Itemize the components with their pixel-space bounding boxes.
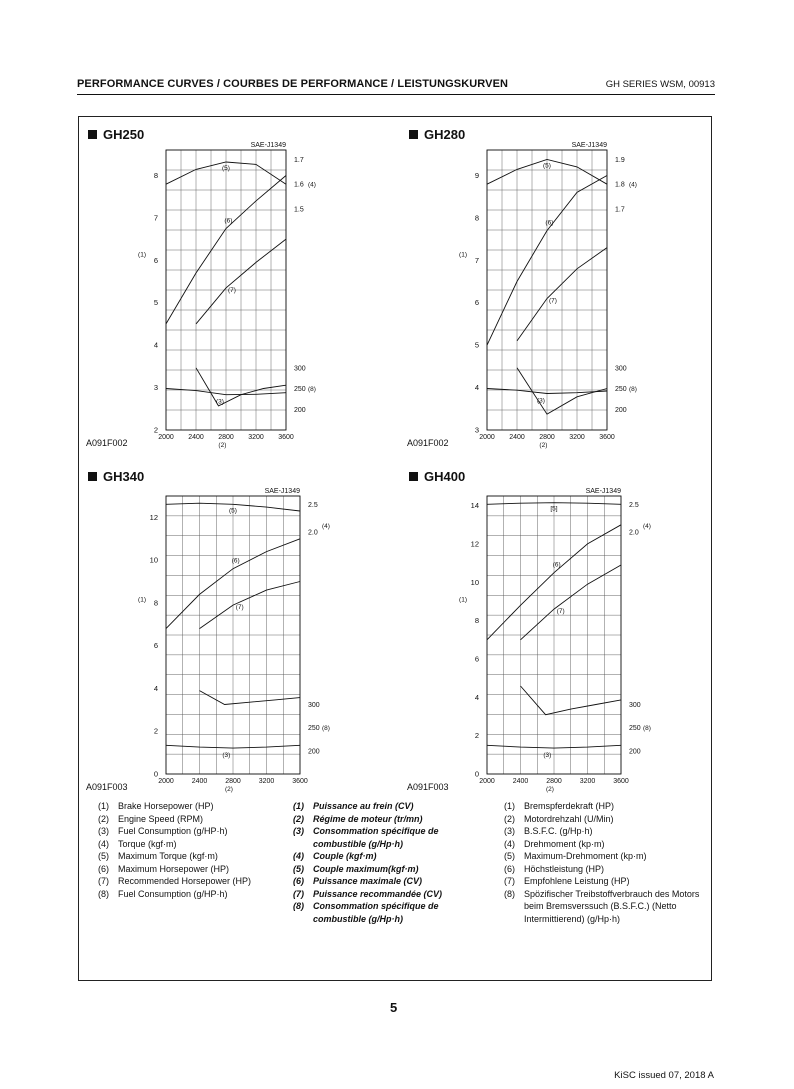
bsfc-axis-tag: (8) bbox=[643, 725, 651, 733]
legend-text: Recommended Horsepower (HP) bbox=[118, 876, 252, 886]
y-tick-label: 0 bbox=[153, 769, 158, 779]
standard-label: SAE-J1349 bbox=[250, 142, 286, 149]
square-bullet-icon bbox=[409, 130, 418, 139]
page-header bbox=[77, 78, 715, 95]
legend-item bbox=[504, 825, 704, 838]
legend-number: (6) bbox=[98, 863, 109, 874]
legend-item bbox=[98, 850, 288, 863]
performance-chart-gh400 bbox=[457, 484, 666, 797]
x-tick-label: 2400 bbox=[188, 434, 204, 441]
legend-text: Maximum Torque (kgf·m) bbox=[118, 851, 218, 861]
square-bullet-icon bbox=[88, 472, 97, 481]
curve-tag-rec-hp: (7) bbox=[549, 297, 557, 305]
x-tick-label: 2000 bbox=[158, 778, 174, 785]
curve-tag-torque: (5) bbox=[222, 164, 230, 172]
legend-text: Consommation spécifique de combustible (g/Hp·h) bbox=[313, 901, 439, 924]
legend-text: Spözifischer Treibstoffverbrauch des Motors beim Bremsverssuch (B.S.F.C.) (Netto Intermittierend) (g/Hp·h) bbox=[524, 888, 700, 924]
x-tick-label: 2000 bbox=[479, 434, 495, 441]
bsfc-tick-label: 250 bbox=[615, 386, 627, 394]
legend-number: (3) bbox=[293, 826, 304, 836]
y-tick-label: 3 bbox=[153, 383, 158, 393]
y-tick-label: 6 bbox=[474, 298, 479, 308]
standard-label: SAE-J1349 bbox=[264, 488, 300, 495]
legend-item bbox=[293, 900, 478, 925]
chart-title-gh400: GH400 bbox=[409, 469, 465, 484]
x-axis-tag: (2) bbox=[225, 786, 233, 793]
legend-number: (1) bbox=[98, 801, 109, 811]
legend-number: (2) bbox=[293, 813, 304, 824]
x-tick-label: 3200 bbox=[569, 434, 585, 441]
bsfc-axis-tag: (8) bbox=[629, 386, 637, 394]
legend-item bbox=[98, 800, 288, 813]
y-tick-label: 5 bbox=[153, 298, 158, 308]
torque-tick-label: 1.8 bbox=[615, 181, 625, 189]
y-tick-label: 8 bbox=[153, 170, 158, 180]
standard-label: SAE-J1349 bbox=[571, 142, 607, 149]
legend-number: (5) bbox=[504, 851, 515, 861]
legend-item bbox=[98, 838, 288, 851]
legend-number: (4) bbox=[504, 838, 515, 849]
page-title: PERFORMANCE CURVES / COURBES DE PERFORMANCE / LEISTUNGSKURVEN bbox=[77, 78, 509, 90]
legend-item bbox=[293, 800, 478, 813]
curve-tag-max-hp: (6) bbox=[552, 561, 561, 569]
legend-text: Torque (kgf·m) bbox=[118, 838, 177, 849]
torque-tick-label: 1.6 bbox=[294, 181, 304, 189]
bsfc-tick-label: 300 bbox=[629, 702, 641, 709]
performance-chart-gh250 bbox=[136, 138, 331, 453]
legend-number: (2) bbox=[504, 813, 515, 824]
manual-series: GH SERIES WSM, 00913 bbox=[605, 79, 715, 90]
performance-chart-gh340 bbox=[136, 484, 345, 797]
x-tick-label: 2800 bbox=[539, 434, 555, 441]
chart-title-gh250: GH250 bbox=[88, 127, 144, 142]
x-tick-label: 3600 bbox=[278, 434, 294, 441]
legend-number: (5) bbox=[98, 851, 109, 861]
y-axis-tag: (1) bbox=[459, 596, 467, 604]
legend-text: Empfohlene Leistung (HP) bbox=[524, 876, 630, 886]
figure-id: A091F002 bbox=[407, 438, 449, 448]
legend-item bbox=[293, 863, 478, 876]
square-bullet-icon bbox=[88, 130, 97, 139]
y-tick-label: 8 bbox=[474, 616, 479, 626]
torque-axis-tag: (4) bbox=[322, 523, 330, 531]
x-tick-label: 3600 bbox=[613, 778, 629, 785]
square-bullet-icon bbox=[409, 472, 418, 481]
torque-tick-label: 2.5 bbox=[308, 501, 318, 509]
legend-item bbox=[504, 863, 704, 876]
legend-text: Engine Speed (RPM) bbox=[118, 813, 204, 824]
legend-german bbox=[504, 800, 704, 925]
legend-number: (7) bbox=[504, 876, 515, 886]
legend-text: Höchstleistung (HP) bbox=[524, 863, 605, 874]
legend-text: Maximum Horsepower (HP) bbox=[118, 863, 230, 874]
torque-axis-tag: (4) bbox=[629, 181, 637, 189]
legend-number: (4) bbox=[98, 838, 109, 849]
torque-tick-label: 2.0 bbox=[308, 529, 318, 537]
legend-text: B.S.F.C. (g/Hp·h) bbox=[524, 826, 593, 836]
y-tick-label: 2 bbox=[153, 726, 158, 736]
x-tick-label: 2400 bbox=[509, 434, 525, 441]
torque-tick-label: 1.9 bbox=[615, 157, 625, 165]
bsfc-axis-tag: (8) bbox=[308, 386, 316, 394]
legend-item bbox=[504, 800, 704, 813]
plot-area bbox=[459, 488, 651, 793]
legend-number: (3) bbox=[98, 826, 109, 836]
legend-item bbox=[98, 888, 288, 901]
x-tick-label: 3600 bbox=[292, 778, 308, 785]
legend-number: (8) bbox=[504, 888, 515, 899]
x-tick-label: 3600 bbox=[599, 434, 615, 441]
y-tick-label: 6 bbox=[153, 641, 158, 651]
legend-text: Brake Horsepower (HP) bbox=[118, 801, 214, 811]
curve-tag-fuel: (3) bbox=[537, 397, 545, 405]
x-tick-label: 2800 bbox=[225, 778, 241, 785]
x-tick-label: 3200 bbox=[579, 778, 596, 785]
curve-tag-max-hp: (6) bbox=[545, 219, 554, 227]
chart-svg bbox=[136, 484, 345, 792]
x-axis-tag: (2) bbox=[546, 786, 554, 793]
legend-number: (7) bbox=[293, 888, 304, 899]
y-tick-label: 8 bbox=[153, 598, 158, 608]
legend-item bbox=[293, 875, 478, 888]
chart-title-gh340: GH340 bbox=[88, 469, 144, 484]
x-tick-label: 2800 bbox=[218, 434, 234, 441]
x-tick-label: 2400 bbox=[191, 778, 208, 785]
torque-tick-label: 1.7 bbox=[615, 206, 625, 214]
legend-number: (8) bbox=[293, 901, 304, 911]
legend-item bbox=[504, 850, 704, 863]
curve-tag-fuel: (3) bbox=[543, 752, 552, 760]
chart-svg bbox=[457, 484, 666, 792]
legend-text: Couple (kgf·m) bbox=[313, 851, 377, 861]
bsfc-tick-label: 200 bbox=[308, 748, 320, 756]
legend-text: Consommation spécifique de combustible (g/Hp·h) bbox=[313, 826, 439, 849]
curve-tag-max-hp: (6) bbox=[224, 217, 233, 225]
legend-number: (7) bbox=[98, 876, 109, 886]
plot-area bbox=[138, 142, 316, 449]
torque-tick-label: 1.7 bbox=[294, 157, 304, 165]
chart-svg bbox=[136, 138, 331, 448]
curve-tag-torque: [5] bbox=[550, 505, 558, 513]
torque-axis-tag: (4) bbox=[643, 523, 651, 531]
bsfc-tick-label: 250 bbox=[629, 725, 641, 733]
legend-number: (1) bbox=[504, 801, 515, 811]
y-tick-label: 4 bbox=[474, 383, 479, 393]
legend-text: Maximum-Drehmoment (kp·m) bbox=[524, 851, 647, 861]
y-axis-tag: (1) bbox=[138, 596, 146, 604]
legend-text: Couple maximum(kgf·m) bbox=[313, 863, 419, 874]
x-tick-label: 2400 bbox=[512, 778, 529, 785]
performance-chart-gh280 bbox=[457, 138, 652, 453]
standard-label: SAE-J1349 bbox=[585, 488, 621, 495]
x-axis-tag: (2) bbox=[218, 442, 227, 449]
legend-text: Fuel Consumption (g/HP·h) bbox=[118, 888, 228, 899]
chart-svg bbox=[457, 138, 652, 448]
legend-item bbox=[293, 813, 478, 826]
legend-item bbox=[293, 888, 478, 901]
x-tick-label: 2800 bbox=[546, 778, 562, 785]
torque-tick-label: 1.5 bbox=[294, 206, 304, 214]
y-tick-label: 2 bbox=[474, 731, 479, 741]
curve-tag-fuel: (3) bbox=[216, 398, 224, 406]
legend-number: (2) bbox=[98, 813, 109, 824]
y-tick-label: 6 bbox=[153, 255, 158, 265]
curve-tag-torque: (5) bbox=[229, 507, 237, 515]
curve-tag-torque: (5) bbox=[543, 162, 551, 170]
curve-tag-max-hp: (6) bbox=[231, 557, 240, 565]
legend-text: Puissance maximale (CV) bbox=[313, 876, 423, 886]
figure-id: A091F003 bbox=[86, 782, 128, 792]
legend-item bbox=[293, 850, 478, 863]
bsfc-tick-label: 300 bbox=[308, 702, 320, 709]
x-axis-tag: (2) bbox=[539, 442, 548, 449]
legend-item bbox=[98, 813, 288, 826]
y-tick-label: 7 bbox=[474, 255, 479, 265]
legend-text: Motordrehzahl (U/Min) bbox=[524, 813, 614, 824]
legend-number: (1) bbox=[293, 801, 304, 811]
page-number: 5 bbox=[390, 1000, 398, 1015]
bsfc-tick-label: 300 bbox=[294, 365, 306, 373]
plot-area bbox=[459, 142, 637, 449]
legend-item bbox=[504, 875, 704, 888]
curve-tag-rec-hp: (7) bbox=[556, 608, 565, 616]
y-tick-label: 8 bbox=[474, 213, 479, 223]
legend-french bbox=[293, 800, 478, 925]
y-tick-label: 9 bbox=[474, 170, 479, 180]
y-tick-label: 12 bbox=[149, 512, 158, 522]
x-tick-label: 2000 bbox=[158, 434, 174, 441]
legend-text: Régime de moteur (tr/mn) bbox=[313, 813, 423, 824]
figure-id: A091F003 bbox=[407, 782, 449, 792]
legend-number: (6) bbox=[293, 876, 304, 886]
bsfc-tick-label: 200 bbox=[629, 748, 641, 756]
legend-number: (8) bbox=[98, 888, 109, 899]
bsfc-tick-label: 200 bbox=[615, 406, 627, 414]
plot-area bbox=[138, 488, 330, 793]
legend-number: (6) bbox=[504, 863, 515, 874]
y-tick-label: 4 bbox=[153, 683, 158, 693]
legend-english bbox=[98, 800, 288, 900]
y-tick-label: 12 bbox=[470, 539, 479, 549]
torque-tick-label: 2.5 bbox=[629, 501, 639, 509]
curve-tag-rec-hp: (7) bbox=[228, 286, 236, 294]
figure-id: A091F002 bbox=[86, 438, 128, 448]
bsfc-tick-label: 200 bbox=[294, 406, 306, 414]
legend-text: Fuel Consumption (g/HP·h) bbox=[118, 826, 228, 836]
legend-item bbox=[98, 863, 288, 876]
bsfc-tick-label: 300 bbox=[615, 365, 627, 373]
y-axis-tag: (1) bbox=[138, 251, 146, 259]
legend-text: Bremspferdekraft (HP) bbox=[524, 801, 615, 811]
y-tick-label: 0 bbox=[474, 769, 479, 779]
y-tick-label: 4 bbox=[153, 340, 158, 350]
torque-axis-tag: (4) bbox=[308, 181, 316, 189]
bsfc-tick-label: 250 bbox=[294, 386, 306, 394]
legend-item bbox=[504, 888, 704, 926]
y-tick-label: 6 bbox=[474, 654, 479, 664]
legend-text: Puissance recommandée (CV) bbox=[313, 888, 443, 899]
y-axis-tag: (1) bbox=[459, 251, 467, 259]
torque-tick-label: 2.0 bbox=[629, 529, 639, 537]
legend-item bbox=[98, 875, 288, 888]
y-tick-label: 7 bbox=[153, 213, 158, 223]
x-tick-label: 2000 bbox=[479, 778, 495, 785]
x-tick-label: 3200 bbox=[248, 434, 264, 441]
legend-number: (4) bbox=[293, 851, 304, 861]
legend-item bbox=[504, 813, 704, 826]
legend-number: (5) bbox=[293, 863, 304, 874]
y-tick-label: 4 bbox=[474, 692, 479, 702]
legend-item bbox=[293, 825, 478, 850]
legend-number: (3) bbox=[504, 826, 515, 836]
y-tick-label: 14 bbox=[470, 501, 479, 511]
y-tick-label: 2 bbox=[153, 425, 158, 435]
y-tick-label: 5 bbox=[474, 340, 479, 350]
bsfc-tick-label: 250 bbox=[308, 725, 320, 733]
bsfc-axis-tag: (8) bbox=[322, 725, 330, 733]
chart-title-gh280: GH280 bbox=[409, 127, 465, 142]
legend-item bbox=[98, 825, 288, 838]
legend-text: Drehmoment (kp·m) bbox=[524, 838, 605, 849]
y-tick-label: 10 bbox=[470, 577, 479, 587]
y-tick-label: 3 bbox=[474, 425, 479, 435]
legend-item bbox=[504, 838, 704, 851]
footer-issue: KiSC issued 07, 2018 A bbox=[614, 1070, 714, 1081]
legend-text: Puissance au frein (CV) bbox=[313, 801, 414, 811]
x-tick-label: 3200 bbox=[258, 778, 275, 785]
y-tick-label: 10 bbox=[149, 555, 158, 565]
curve-tag-rec-hp: (7) bbox=[235, 604, 244, 612]
curve-tag-fuel: (3) bbox=[222, 752, 231, 760]
